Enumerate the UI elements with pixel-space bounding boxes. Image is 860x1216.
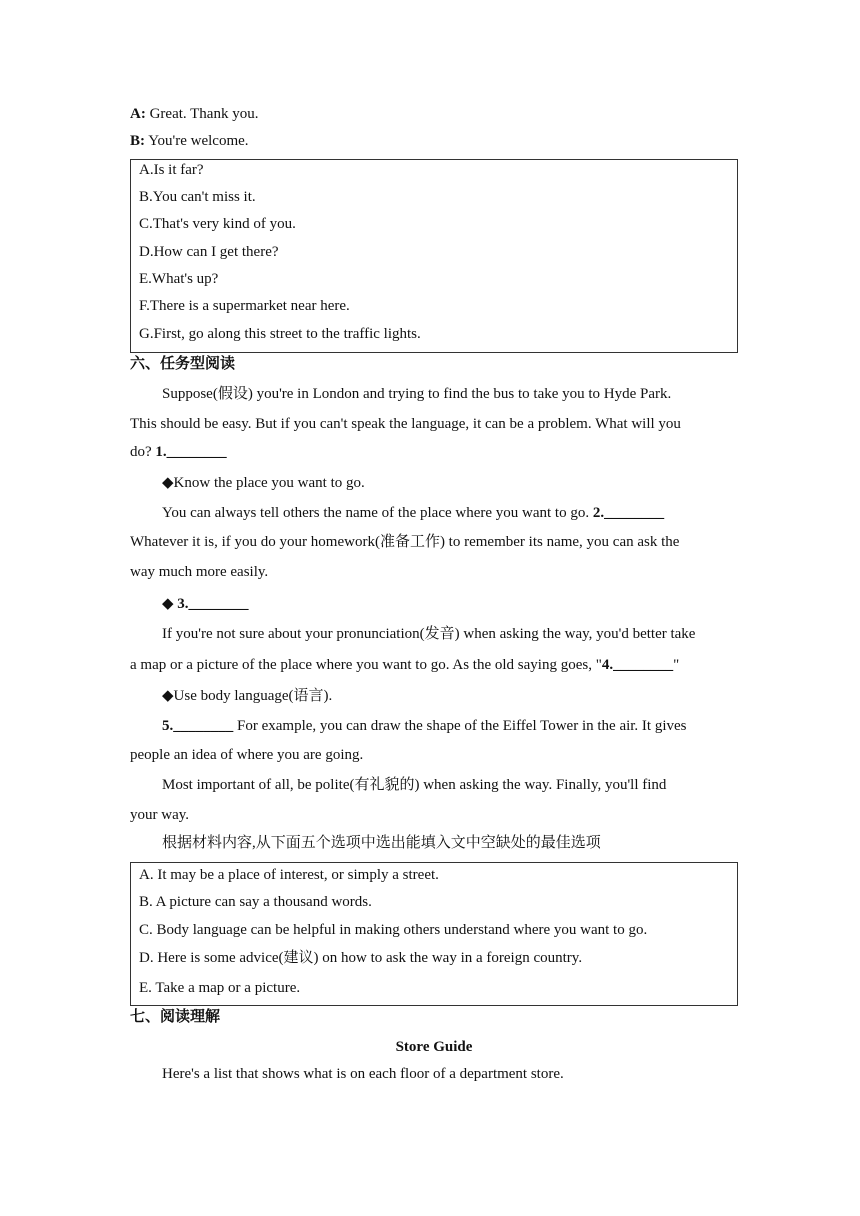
dialogue-text: Great. Thank you. bbox=[145, 106, 259, 122]
paragraph-line: way much more easily. bbox=[130, 564, 269, 580]
option-item: E.What's up? bbox=[139, 271, 219, 287]
dialogue-options-box bbox=[130, 159, 738, 353]
speaker-label: A: bbox=[130, 106, 146, 122]
bullet-point: ◆Know the place you want to go. bbox=[162, 475, 365, 491]
option-item: D. Here is some advice(建议) on how to ask the way in a foreign country. bbox=[139, 950, 583, 966]
option-item: C.That's very kind of you. bbox=[139, 216, 296, 232]
paragraph-line: Suppose(假设) you're in London and trying to find the bus to take you to Hyde Park. bbox=[162, 386, 672, 402]
bullet-text: ◆ bbox=[162, 596, 178, 612]
paragraph-text: You can always tell others the name of the place where you want to go. bbox=[162, 505, 593, 521]
bullet-point: ◆Use body language(语言). bbox=[162, 688, 333, 704]
bullet-point bbox=[130, 594, 249, 614]
paragraph-line bbox=[130, 655, 679, 675]
blank-1: 1.________ bbox=[155, 444, 227, 460]
instruction-text: 根据材料内容,从下面五个选项中选出能填入文中空缺处的最佳选项 bbox=[162, 835, 601, 851]
section-heading: 六、任务型阅读 bbox=[130, 354, 236, 372]
reading-options-box bbox=[130, 862, 738, 1006]
paragraph-text: " bbox=[673, 657, 680, 673]
option-item: C. Body language can be helpful in making others understand where you want to go. bbox=[139, 922, 648, 938]
option-item: F.There is a supermarket near here. bbox=[139, 298, 350, 314]
option-item: B.You can't miss it. bbox=[139, 189, 256, 205]
dialogue-line-b bbox=[130, 131, 249, 151]
blank-3: 3.________ bbox=[177, 596, 249, 612]
blank-5: 5.________ bbox=[162, 718, 234, 734]
paragraph-line: If you're not sure about your pronunciation(发音) when asking the way, you'd better take bbox=[162, 626, 696, 642]
paragraph-line bbox=[130, 716, 687, 736]
section-heading: 七、阅读理解 bbox=[130, 1007, 221, 1025]
option-item: B. A picture can say a thousand words. bbox=[139, 894, 372, 910]
paragraph-text: a map or a picture of the place where you want to go. As the old saying goes, " bbox=[130, 657, 602, 673]
dialogue-line-a bbox=[130, 104, 258, 124]
blank-2: 2.________ bbox=[592, 505, 665, 521]
option-item: D.How can I get there? bbox=[139, 244, 279, 260]
paragraph-line: Most important of all, be polite(有礼貌的) when asking the way. Finally, you'll find bbox=[162, 777, 667, 793]
paragraph-text: do? bbox=[130, 444, 156, 460]
article-title: Store Guide bbox=[395, 1039, 473, 1055]
paragraph-line bbox=[130, 442, 227, 462]
paragraph-line: Whatever it is, if you do your homework(准备工作) to remember its name, you can ask the bbox=[130, 534, 680, 550]
paragraph-text: For example, you can draw the shape of the Eiffel Tower in the air. It gives bbox=[233, 718, 687, 734]
blank-4: 4.________ bbox=[601, 657, 674, 673]
paragraph-line: your way. bbox=[130, 807, 190, 823]
option-item: A.Is it far? bbox=[139, 162, 204, 178]
paragraph-line: Here's a list that shows what is on each floor of a department store. bbox=[162, 1066, 564, 1082]
dialogue-text: You're welcome. bbox=[145, 133, 249, 149]
option-item: G.First, go along this street to the traffic lights. bbox=[139, 326, 421, 342]
paragraph-line: people an idea of where you are going. bbox=[130, 747, 364, 763]
option-item: A. It may be a place of interest, or simply a street. bbox=[139, 867, 439, 883]
paragraph-line bbox=[130, 503, 664, 523]
paragraph-line: This should be easy. But if you can't speak the language, it can be a problem. What will you bbox=[130, 416, 681, 432]
speaker-label: B: bbox=[130, 133, 145, 149]
option-item: E. Take a map or a picture. bbox=[139, 980, 301, 996]
